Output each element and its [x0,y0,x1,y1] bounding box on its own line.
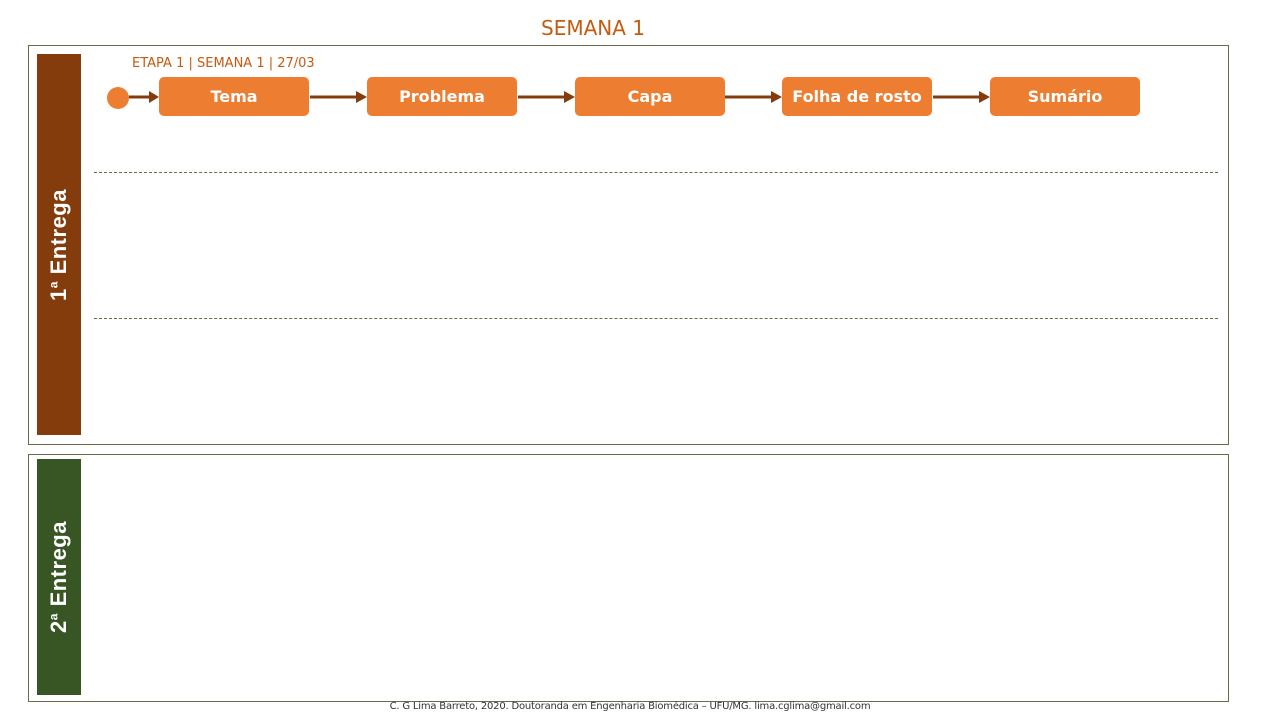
start-node [107,87,129,109]
entrega-2-label [46,521,72,633]
entrega-1-band [37,54,81,435]
entrega-1-number: 1 [46,287,71,301]
step-sumario[interactable]: Sumário [990,77,1140,116]
entrega-1-superscript: a [46,280,61,288]
arrow-capa-to-folha-de-rosto [725,90,782,104]
entrega-2-panel [28,454,1229,702]
entrega-1-panel [28,45,1229,445]
row-divider-2 [94,318,1218,319]
entrega-1-label [46,189,72,301]
entrega-1-text: Entrega [46,188,71,274]
stage-subtitle: ETAPA 1 | SEMANA 1 | 27/03 [132,56,315,71]
entrega-2-number: 2 [46,620,71,633]
entrega-2-text: Entrega [46,521,71,607]
footer-credit: C. G Lima Barreto, 2020. Doutoranda em Engenharia Biomédica – UFU/MG. lima.cglima@gmail.com [389,701,871,712]
arrow-tema-to-problema [310,90,367,104]
entrega-2-superscript: a [46,613,61,621]
arrow-folha-de-rosto-to-sumario [933,90,990,104]
step-tema[interactable]: Tema [159,77,309,116]
step-folha-de-rosto[interactable]: Folha de rosto [782,77,932,116]
row-divider-1 [94,172,1218,173]
step-problema[interactable]: Problema [367,77,517,116]
entrega-2-band [37,459,81,695]
step-capa[interactable]: Capa [575,77,725,116]
arrow-problema-to-capa [518,90,575,104]
page-title: SEMANA 1 [541,16,645,40]
arrow-start-to-tema [129,90,159,104]
